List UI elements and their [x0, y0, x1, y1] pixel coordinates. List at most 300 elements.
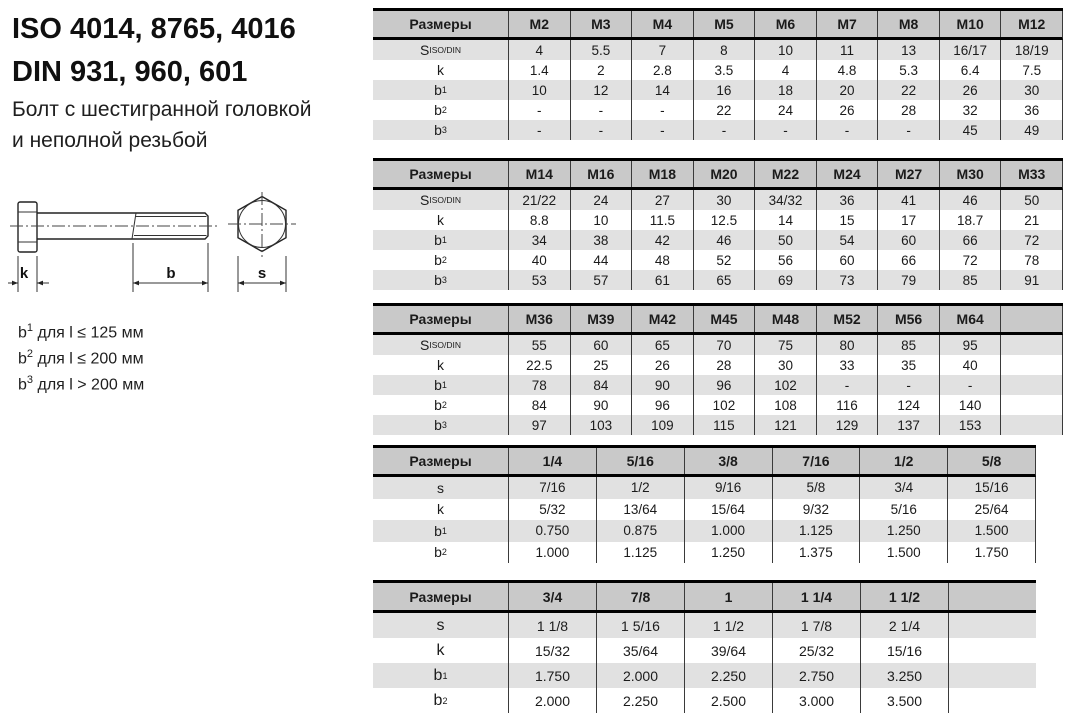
col-header-empty	[1000, 306, 1062, 332]
value-cell: 1.250	[684, 542, 772, 564]
value-cell: -	[693, 120, 755, 140]
value-cell: 34	[508, 230, 570, 250]
value-cell: 61	[631, 270, 693, 290]
value-cell: 48	[631, 250, 693, 270]
col-header: 1/2	[859, 448, 947, 474]
value-cell: 4	[508, 40, 570, 60]
value-cell: 66	[877, 250, 939, 270]
value-cell: 2.000	[596, 663, 684, 688]
col-header: M24	[816, 161, 878, 187]
value-cell: 41	[877, 190, 939, 210]
value-cell: 6.4	[939, 60, 1001, 80]
value-cell: 36	[1000, 100, 1062, 120]
value-cell: 36	[816, 190, 878, 210]
value-cell: 21	[1000, 210, 1062, 230]
col-header: M45	[693, 306, 755, 332]
value-cell: 1 5/16	[596, 613, 684, 638]
value-cell: 1.750	[508, 663, 596, 688]
value-cell: 5.5	[570, 40, 632, 60]
value-cell: 1.000	[684, 520, 772, 542]
col-header: M7	[816, 11, 878, 37]
value-cell: 129	[816, 415, 878, 435]
table-body	[373, 477, 1036, 563]
value-cell: -	[570, 120, 632, 140]
table-row	[373, 60, 1063, 80]
table-row	[373, 120, 1063, 140]
col-header: 1/4	[508, 448, 596, 474]
table-row	[373, 663, 1036, 688]
value-cell: 102	[693, 395, 755, 415]
row-label: b 1	[434, 377, 447, 393]
value-cell: 11	[816, 40, 878, 60]
value-cell: 109	[631, 415, 693, 435]
dimension-s-label: s	[257, 265, 267, 282]
value-cell: 1 1/8	[508, 613, 596, 638]
s-arrow-left	[238, 281, 244, 286]
value-cell: 57	[570, 270, 632, 290]
col-header: M16	[570, 161, 632, 187]
value-cell: 90	[570, 395, 632, 415]
table-body	[373, 40, 1063, 140]
value-cell: 11.5	[631, 210, 693, 230]
table-row	[373, 270, 1063, 290]
col-header: 1 1/2	[860, 583, 948, 610]
iso-standards-line: ISO 4014, 8765, 4016	[12, 13, 296, 45]
value-cell: 28	[693, 355, 755, 375]
value-cell: 49	[1000, 120, 1062, 140]
value-cell: 15/16	[860, 638, 948, 663]
bolt-technical-drawing	[8, 190, 308, 302]
value-cell: -	[570, 100, 632, 120]
col-header: M20	[693, 161, 755, 187]
table-row	[373, 210, 1063, 230]
value-cell: 16	[693, 80, 755, 100]
value-cell: 22	[693, 100, 755, 120]
row-label: S ISO/DIN	[420, 192, 461, 208]
value-cell: 5.3	[877, 60, 939, 80]
row-label: b 1	[433, 666, 448, 684]
table-row	[373, 190, 1063, 210]
value-cell: 1/2	[596, 477, 684, 499]
col-header: M36	[508, 306, 570, 332]
table-row	[373, 613, 1036, 638]
value-cell: 25/64	[947, 499, 1035, 521]
value-cell: 102	[754, 375, 816, 395]
table-row	[373, 355, 1063, 375]
row-label: k	[437, 62, 444, 78]
value-cell: 10	[570, 210, 632, 230]
value-cell: 7/16	[508, 477, 596, 499]
value-cell: 153	[939, 415, 1001, 435]
value-cell: 84	[570, 375, 632, 395]
row-label: b 3	[434, 417, 447, 433]
dimension-b-label: b	[166, 265, 176, 282]
description-line-1: Болт с шестигранной головкой	[12, 98, 312, 121]
row-label: s	[436, 616, 445, 634]
table-body	[373, 335, 1063, 435]
value-cell: 52	[693, 250, 755, 270]
table-corner-label: Размеры	[409, 166, 472, 182]
value-cell: 65	[693, 270, 755, 290]
value-cell: 91	[1000, 270, 1062, 290]
standards-title	[12, 8, 296, 94]
bolt-head-outline	[18, 202, 37, 252]
value-cell: 46	[693, 230, 755, 250]
row-label: k	[437, 501, 444, 518]
table-body	[373, 613, 1036, 713]
col-header: M64	[939, 306, 1001, 332]
value-cell: 72	[1000, 230, 1062, 250]
table-corner-label: Размеры	[409, 311, 472, 327]
value-cell: 44	[570, 250, 632, 270]
row-label: b 2	[433, 691, 448, 709]
col-header: M2	[508, 11, 570, 37]
row-label: k	[437, 212, 444, 228]
table-corner-label: Размеры	[409, 453, 472, 469]
value-cell: 2	[570, 60, 632, 80]
value-cell: -	[816, 375, 878, 395]
b-length-legend	[18, 318, 144, 395]
value-cell: 28	[877, 100, 939, 120]
value-cell: 115	[693, 415, 755, 435]
table-corner-label: Размеры	[409, 588, 472, 605]
col-header: 1 1/4	[772, 583, 860, 610]
row-label: b 2	[434, 397, 447, 413]
value-cell: 69	[754, 270, 816, 290]
row-label: b 1	[434, 522, 447, 539]
col-header: 5/16	[596, 448, 684, 474]
bolt-side-view	[10, 202, 218, 252]
value-cell: 78	[508, 375, 570, 395]
col-header: M33	[1000, 161, 1062, 187]
value-cell: 4	[754, 60, 816, 80]
value-cell: 84	[508, 395, 570, 415]
value-cell: 116	[816, 395, 878, 415]
value-cell: 3.5	[693, 60, 755, 80]
row-label: b 2	[434, 102, 447, 118]
value-cell: 35	[877, 355, 939, 375]
table-row	[373, 520, 1036, 542]
value-cell: 1.250	[859, 520, 947, 542]
value-cell: 22	[877, 80, 939, 100]
value-cell: 14	[754, 210, 816, 230]
value-cell: 103	[570, 415, 632, 435]
table-row	[373, 375, 1063, 395]
value-cell: -	[508, 100, 570, 120]
value-cell: -	[877, 120, 939, 140]
value-cell: 66	[939, 230, 1001, 250]
value-cell: 15	[816, 210, 878, 230]
value-cell: 3.000	[772, 688, 860, 713]
row-label: b 2	[434, 544, 447, 561]
col-header: M30	[939, 161, 1001, 187]
table-row	[373, 638, 1036, 663]
value-cell	[1000, 375, 1062, 395]
value-cell: 0.750	[508, 520, 596, 542]
table-row	[373, 542, 1036, 564]
dimension-k	[8, 256, 49, 292]
table-row	[373, 335, 1063, 355]
table-row	[373, 230, 1063, 250]
value-cell: 72	[939, 250, 1001, 270]
value-cell: 9/16	[684, 477, 772, 499]
col-header: 5/8	[947, 448, 1035, 474]
value-cell: 96	[631, 395, 693, 415]
value-cell: 3/4	[859, 477, 947, 499]
value-cell: 121	[754, 415, 816, 435]
value-cell: -	[631, 100, 693, 120]
value-cell: 5/32	[508, 499, 596, 521]
table-row	[373, 499, 1036, 521]
value-cell: 60	[570, 335, 632, 355]
row-label: s	[437, 479, 444, 496]
value-cell: 5/16	[859, 499, 947, 521]
value-cell: 56	[754, 250, 816, 270]
value-cell: 1 7/8	[772, 613, 860, 638]
value-cell: 10	[508, 80, 570, 100]
value-cell: 140	[939, 395, 1001, 415]
col-header: M22	[754, 161, 816, 187]
row-label: b 1	[434, 232, 447, 248]
value-cell: 15/64	[684, 499, 772, 521]
din-standards-line: DIN 931, 960, 601	[12, 56, 248, 88]
col-header: 3/4	[508, 583, 596, 610]
value-cell: 8	[693, 40, 755, 60]
s-arrow-right	[280, 281, 286, 286]
table-header-row	[373, 448, 1036, 477]
table-row	[373, 100, 1063, 120]
value-cell: 20	[816, 80, 878, 100]
value-cell: 75	[754, 335, 816, 355]
value-cell: 30	[693, 190, 755, 210]
value-cell: 17	[877, 210, 939, 230]
legend-item: $b^2$ для l ≤ 200 мм	[18, 347, 144, 368]
table-row	[373, 477, 1036, 499]
table-header-row	[373, 161, 1063, 190]
value-cell: 124	[877, 395, 939, 415]
value-cell: 1.500	[859, 542, 947, 564]
table-header-row	[373, 583, 1036, 613]
table-row	[373, 40, 1063, 60]
value-cell: 50	[754, 230, 816, 250]
value-cell: 30	[1000, 80, 1062, 100]
value-cell: 2.250	[684, 663, 772, 688]
value-cell: 1 1/2	[684, 613, 772, 638]
value-cell: 97	[508, 415, 570, 435]
value-cell: 12.5	[693, 210, 755, 230]
col-header: M3	[570, 11, 632, 37]
value-cell	[1000, 415, 1062, 435]
value-cell: 13	[877, 40, 939, 60]
value-cell: 15/32	[508, 638, 596, 663]
value-cell: 8.8	[508, 210, 570, 230]
value-cell: 1.4	[508, 60, 570, 80]
hex-head-end-view	[228, 192, 296, 257]
value-cell: 2.8	[631, 60, 693, 80]
value-cell: 79	[877, 270, 939, 290]
value-cell: 34/32	[754, 190, 816, 210]
col-header: M42	[631, 306, 693, 332]
value-cell: 70	[693, 335, 755, 355]
value-cell: 85	[939, 270, 1001, 290]
value-cell: 2.000	[508, 688, 596, 713]
value-cell: 1.000	[508, 542, 596, 564]
value-cell: 9/32	[772, 499, 860, 521]
col-header: 7/8	[596, 583, 684, 610]
col-header: M6	[754, 11, 816, 37]
value-cell: 46	[939, 190, 1001, 210]
value-cell: 2.250	[596, 688, 684, 713]
value-cell	[948, 638, 1036, 663]
value-cell: 25	[570, 355, 632, 375]
value-cell: 18.7	[939, 210, 1001, 230]
value-cell: 90	[631, 375, 693, 395]
k-arrow-right	[37, 281, 43, 286]
col-header: M10	[939, 11, 1001, 37]
col-header: M18	[631, 161, 693, 187]
value-cell: 60	[816, 250, 878, 270]
table-corner-label: Размеры	[409, 16, 472, 32]
table-row	[373, 250, 1063, 270]
value-cell: 35/64	[596, 638, 684, 663]
table-row	[373, 80, 1063, 100]
row-label: k	[437, 357, 444, 373]
description-line-2: и неполной резьбой	[12, 129, 208, 152]
table-header-row	[373, 306, 1063, 335]
value-cell: 96	[693, 375, 755, 395]
value-cell: 80	[816, 335, 878, 355]
value-cell: 40	[508, 250, 570, 270]
value-cell: 3.500	[860, 688, 948, 713]
value-cell: 55	[508, 335, 570, 355]
table-row	[373, 688, 1036, 713]
value-cell: 0.875	[596, 520, 684, 542]
value-cell	[948, 688, 1036, 713]
metric-table-m36-m64	[373, 303, 1063, 435]
value-cell	[948, 613, 1036, 638]
legend-item: $b^1$ для l ≤ 125 мм	[18, 322, 144, 342]
value-cell: 26	[816, 100, 878, 120]
value-cell: 2.750	[772, 663, 860, 688]
dimension-b	[133, 243, 208, 292]
metric-table-m14-m33	[373, 158, 1063, 290]
value-cell: 60	[877, 230, 939, 250]
value-cell: 7	[631, 40, 693, 60]
value-cell: 13/64	[596, 499, 684, 521]
row-label: b 3	[434, 272, 447, 288]
value-cell: 25/32	[772, 638, 860, 663]
legend-item: $b^3$ для l > 200 мм	[18, 373, 145, 393]
metric-table-m2-m12	[373, 8, 1063, 140]
dimension-s	[238, 256, 286, 292]
value-cell: 21/22	[508, 190, 570, 210]
col-header: 1	[684, 583, 772, 610]
value-cell: 40	[939, 355, 1001, 375]
value-cell: 38	[570, 230, 632, 250]
value-cell: 85	[877, 335, 939, 355]
table-row	[373, 395, 1063, 415]
value-cell: 1.125	[596, 542, 684, 564]
value-cell: 53	[508, 270, 570, 290]
value-cell: -	[508, 120, 570, 140]
value-cell: 33	[816, 355, 878, 375]
dimension-k-label: k	[19, 265, 29, 282]
value-cell: 12	[570, 80, 632, 100]
col-header: M5	[693, 11, 755, 37]
value-cell: 10	[754, 40, 816, 60]
value-cell: 26	[939, 80, 1001, 100]
col-header: M12	[1000, 11, 1062, 37]
value-cell: 27	[631, 190, 693, 210]
col-header: M8	[877, 11, 939, 37]
value-cell: 5/8	[772, 477, 860, 499]
value-cell: -	[816, 120, 878, 140]
value-cell: 39/64	[684, 638, 772, 663]
col-header: M52	[816, 306, 878, 332]
col-header: M27	[877, 161, 939, 187]
value-cell: 78	[1000, 250, 1062, 270]
table-body	[373, 190, 1063, 290]
col-header: M39	[570, 306, 632, 332]
value-cell: -	[631, 120, 693, 140]
col-header: M4	[631, 11, 693, 37]
value-cell: 15/16	[947, 477, 1035, 499]
value-cell: 32	[939, 100, 1001, 120]
value-cell: 73	[816, 270, 878, 290]
value-cell: 24	[754, 100, 816, 120]
value-cell: 65	[631, 335, 693, 355]
value-cell	[1000, 395, 1062, 415]
row-label: k	[436, 641, 445, 659]
value-cell: 1.125	[772, 520, 860, 542]
value-cell: 2 1/4	[860, 613, 948, 638]
value-cell: -	[939, 375, 1001, 395]
value-cell: -	[877, 375, 939, 395]
value-cell: 4.8	[816, 60, 878, 80]
value-cell: 95	[939, 335, 1001, 355]
b-arrow-left	[133, 281, 139, 286]
value-cell: 3.250	[860, 663, 948, 688]
value-cell: 14	[631, 80, 693, 100]
b-arrow-right	[202, 281, 208, 286]
value-cell: 137	[877, 415, 939, 435]
row-label: b 3	[434, 122, 447, 138]
col-header: M14	[508, 161, 570, 187]
value-cell: 108	[754, 395, 816, 415]
value-cell: 24	[570, 190, 632, 210]
value-cell: 54	[816, 230, 878, 250]
value-cell: 30	[754, 355, 816, 375]
value-cell: 1.500	[947, 520, 1035, 542]
product-description	[12, 94, 311, 156]
value-cell: 45	[939, 120, 1001, 140]
col-header: M56	[877, 306, 939, 332]
col-header: 3/8	[684, 448, 772, 474]
value-cell: 18	[754, 80, 816, 100]
inch-table-3-4-to-1-1-2	[373, 580, 1036, 713]
value-cell: -	[754, 120, 816, 140]
row-label: S ISO/DIN	[420, 42, 461, 58]
value-cell: 42	[631, 230, 693, 250]
table-row	[373, 415, 1063, 435]
value-cell: 18/19	[1000, 40, 1062, 60]
col-header: M48	[754, 306, 816, 332]
col-header-empty	[948, 583, 1036, 610]
value-cell	[1000, 335, 1062, 355]
value-cell: 26	[631, 355, 693, 375]
value-cell: 2.500	[684, 688, 772, 713]
table-header-row	[373, 11, 1063, 40]
